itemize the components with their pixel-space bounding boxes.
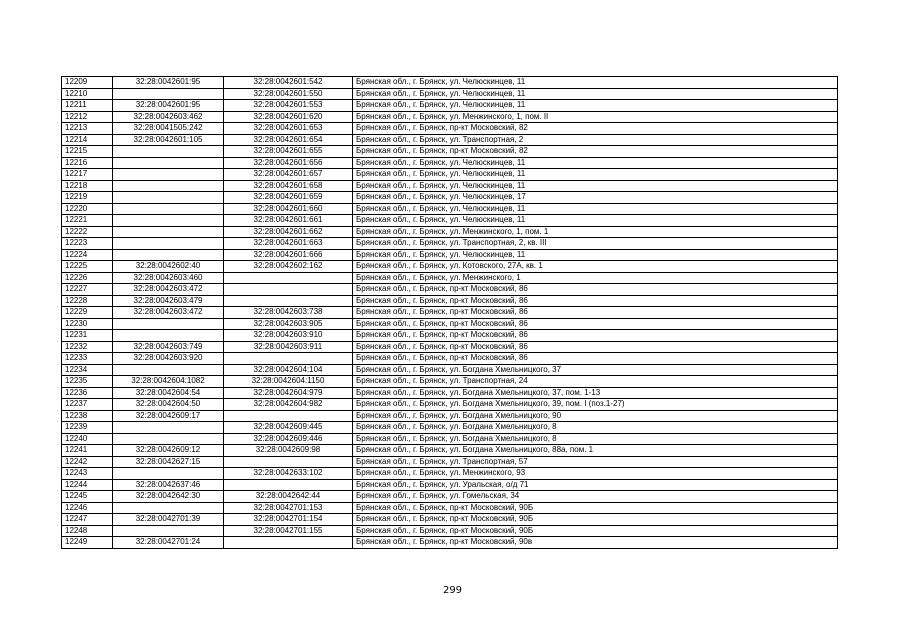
parcel-number-cell [113, 238, 224, 250]
row-number-cell: 12233 [62, 353, 113, 365]
object-number-cell [224, 410, 353, 422]
table-row [62, 192, 838, 204]
row-number-cell: 12235 [62, 376, 113, 388]
address-cell: Брянская обл., г. Брянск, ул. Челюскинцев, 11 [353, 203, 838, 215]
table-row [62, 123, 838, 135]
parcel-number-cell [113, 157, 224, 169]
page-number: 299 [442, 585, 463, 596]
table-row [62, 502, 838, 514]
parcel-number-cell: 32:28:0042601:95 [113, 77, 224, 89]
row-number-cell: 12243 [62, 468, 113, 480]
address-cell: Брянская обл., г. Брянск, пр-кт Московский, 90Б [353, 514, 838, 526]
address-cell: Брянская обл., г. Брянск, ул. Челюскинцев, 11 [353, 215, 838, 227]
address-cell: Брянская обл., г. Брянск, ул. Богдана Хмельницкого, 37 [353, 364, 838, 376]
table-row [62, 169, 838, 181]
object-number-cell [224, 295, 353, 307]
row-number-cell: 12247 [62, 514, 113, 526]
table-row [62, 433, 838, 445]
row-number-cell: 12232 [62, 341, 113, 353]
object-number-cell: 32:28:0042604:1150 [224, 376, 353, 388]
address-cell: Брянская обл., г. Брянск, ул. Менжинского, 1, пом. II [353, 111, 838, 123]
address-cell: Брянская обл., г. Брянск, ул. Богдана Хмельницкого, 37, пом. 1-13 [353, 387, 838, 399]
registry-table-body [62, 77, 838, 549]
table-row [62, 284, 838, 296]
parcel-number-cell [113, 468, 224, 480]
table-row [62, 272, 838, 284]
row-number-cell: 12248 [62, 525, 113, 537]
row-number-cell: 12244 [62, 479, 113, 491]
parcel-number-cell: 32:28:0042642:30 [113, 491, 224, 503]
row-number-cell: 12239 [62, 422, 113, 434]
table-row [62, 479, 838, 491]
address-cell: Брянская обл., г. Брянск, ул. Уральская, о/д 71 [353, 479, 838, 491]
object-number-cell: 32:28:0042601:620 [224, 111, 353, 123]
address-cell: Брянская обл., г. Брянск, ул. Менжинского, 93 [353, 468, 838, 480]
parcel-number-cell: 32:28:0042603:479 [113, 295, 224, 307]
object-number-cell: 32:28:0042604:979 [224, 387, 353, 399]
parcel-number-cell: 32:28:0042609:17 [113, 410, 224, 422]
address-cell: Брянская обл., г. Брянск, пр-кт Московский, 86 [353, 353, 838, 365]
address-cell: Брянская обл., г. Брянск, пр-кт Московский, 86 [353, 330, 838, 342]
object-number-cell: 32:28:0042604:104 [224, 364, 353, 376]
row-number-cell: 12234 [62, 364, 113, 376]
row-number-cell: 12237 [62, 399, 113, 411]
address-cell: Брянская обл., г. Брянск, ул. Челюскинцев, 11 [353, 100, 838, 112]
address-cell: Брянская обл., г. Брянск, ул. Челюскинцев, 11 [353, 180, 838, 192]
table-row [62, 525, 838, 537]
object-number-cell: 32:28:0042602:162 [224, 261, 353, 273]
row-number-cell: 12210 [62, 88, 113, 100]
table-row [62, 307, 838, 319]
parcel-number-cell [113, 226, 224, 238]
object-number-cell: 32:28:0042601:654 [224, 134, 353, 146]
object-number-cell: 32:28:0042601:662 [224, 226, 353, 238]
row-number-cell: 12216 [62, 157, 113, 169]
parcel-number-cell [113, 364, 224, 376]
row-number-cell: 12218 [62, 180, 113, 192]
address-cell: Брянская обл., г. Брянск, ул. Челюскинцев, 11 [353, 157, 838, 169]
row-number-cell: 12238 [62, 410, 113, 422]
table-row [62, 422, 838, 434]
row-number-cell: 12220 [62, 203, 113, 215]
parcel-number-cell: 32:28:0042603:920 [113, 353, 224, 365]
object-number-cell [224, 479, 353, 491]
parcel-number-cell [113, 433, 224, 445]
address-cell: Брянская обл., г. Брянск, ул. Богдана Хмельницкого, 90 [353, 410, 838, 422]
address-cell: Брянская обл., г. Брянск, пр-кт Московский, 86 [353, 318, 838, 330]
object-number-cell: 32:28:0042633:102 [224, 468, 353, 480]
row-number-cell: 12249 [62, 537, 113, 549]
parcel-number-cell: 32:28:0042603:462 [113, 111, 224, 123]
table-row [62, 410, 838, 422]
parcel-number-cell: 32:28:0042701:24 [113, 537, 224, 549]
address-cell: Брянская обл., г. Брянск, ул. Транспортная, 57 [353, 456, 838, 468]
address-cell: Брянская обл., г. Брянск, пр-кт Московский, 90Б [353, 502, 838, 514]
table-row [62, 491, 838, 503]
row-number-cell: 12215 [62, 146, 113, 158]
row-number-cell: 12227 [62, 284, 113, 296]
parcel-number-cell: 32:28:0042603:472 [113, 307, 224, 319]
address-cell: Брянская обл., г. Брянск, ул. Богдана Хмельницкого, 8 [353, 433, 838, 445]
address-cell: Брянская обл., г. Брянск, ул. Менжинского, 1 [353, 272, 838, 284]
object-number-cell: 32:28:0042601:542 [224, 77, 353, 89]
parcel-number-cell [113, 146, 224, 158]
parcel-number-cell: 32:28:0042603:472 [113, 284, 224, 296]
parcel-number-cell [113, 169, 224, 181]
object-number-cell: 32:28:0042603:905 [224, 318, 353, 330]
address-cell: Брянская обл., г. Брянск, ул. Богдана Хмельницкого, 88а, пом. 1 [353, 445, 838, 457]
object-number-cell: 32:28:0042601:658 [224, 180, 353, 192]
row-number-cell: 12222 [62, 226, 113, 238]
parcel-number-cell [113, 318, 224, 330]
object-number-cell: 32:28:0042609:446 [224, 433, 353, 445]
parcel-number-cell: 32:28:0042601:105 [113, 134, 224, 146]
parcel-number-cell [113, 422, 224, 434]
parcel-number-cell: 32:28:0042701:39 [113, 514, 224, 526]
address-cell: Брянская обл., г. Брянск, ул. Менжинского, 1, пом. 1 [353, 226, 838, 238]
object-number-cell [224, 456, 353, 468]
address-cell: Брянская обл., г. Брянск, ул. Богдана Хмельницкого, 39, пом. I (поз.1-27) [353, 399, 838, 411]
table-row [62, 100, 838, 112]
table-row [62, 261, 838, 273]
object-number-cell: 32:28:0042601:661 [224, 215, 353, 227]
parcel-number-cell: 32:28:0042603:460 [113, 272, 224, 284]
table-row [62, 399, 838, 411]
object-number-cell: 32:28:0042601:550 [224, 88, 353, 100]
parcel-number-cell [113, 180, 224, 192]
row-number-cell: 12229 [62, 307, 113, 319]
parcel-number-cell [113, 525, 224, 537]
table-row [62, 318, 838, 330]
table-row [62, 238, 838, 250]
row-number-cell: 12242 [62, 456, 113, 468]
table-row [62, 376, 838, 388]
parcel-number-cell: 32:28:0042604:50 [113, 399, 224, 411]
object-number-cell: 32:28:0042601:656 [224, 157, 353, 169]
table-row [62, 77, 838, 89]
table-row [62, 537, 838, 549]
registry-table [61, 76, 838, 549]
parcel-number-cell: 32:28:0041505:242 [113, 123, 224, 135]
object-number-cell: 32:28:0042609:445 [224, 422, 353, 434]
object-number-cell: 32:28:0042701:155 [224, 525, 353, 537]
address-cell: Брянская обл., г. Брянск, пр-кт Московский, 90в [353, 537, 838, 549]
row-number-cell: 12213 [62, 123, 113, 135]
address-cell: Брянская обл., г. Брянск, пр-кт Московский, 86 [353, 284, 838, 296]
object-number-cell: 32:28:0042601:659 [224, 192, 353, 204]
object-number-cell: 32:28:0042601:553 [224, 100, 353, 112]
object-number-cell [224, 272, 353, 284]
row-number-cell: 12219 [62, 192, 113, 204]
parcel-number-cell: 32:28:0042604:1082 [113, 376, 224, 388]
address-cell: Брянская обл., г. Брянск, ул. Богдана Хмельницкого, 8 [353, 422, 838, 434]
row-number-cell: 12230 [62, 318, 113, 330]
address-cell: Брянская обл., г. Брянск, ул. Транспортная, 24 [353, 376, 838, 388]
object-number-cell: 32:28:0042603:910 [224, 330, 353, 342]
object-number-cell [224, 537, 353, 549]
parcel-number-cell: 32:28:0042603:749 [113, 341, 224, 353]
table-row [62, 514, 838, 526]
row-number-cell: 12209 [62, 77, 113, 89]
table-row [62, 468, 838, 480]
row-number-cell: 12231 [62, 330, 113, 342]
table-row [62, 215, 838, 227]
row-number-cell: 12214 [62, 134, 113, 146]
address-cell: Брянская обл., г. Брянск, ул. Челюскинцев, 17 [353, 192, 838, 204]
table-row [62, 180, 838, 192]
table-row [62, 226, 838, 238]
object-number-cell: 32:28:0042701:153 [224, 502, 353, 514]
table-row [62, 341, 838, 353]
parcel-number-cell: 32:28:0042609:12 [113, 445, 224, 457]
parcel-number-cell: 32:28:0042604:54 [113, 387, 224, 399]
object-number-cell: 32:28:0042601:655 [224, 146, 353, 158]
row-number-cell: 12223 [62, 238, 113, 250]
parcel-number-cell [113, 502, 224, 514]
address-cell: Брянская обл., г. Брянск, пр-кт Московский, 90Б [353, 525, 838, 537]
table-row [62, 387, 838, 399]
object-number-cell: 32:28:0042601:660 [224, 203, 353, 215]
address-cell: Брянская обл., г. Брянск, ул. Транспортная, 2 [353, 134, 838, 146]
object-number-cell [224, 353, 353, 365]
parcel-number-cell [113, 88, 224, 100]
address-cell: Брянская обл., г. Брянск, ул. Транспортная, 2, кв. III [353, 238, 838, 250]
table-row [62, 364, 838, 376]
row-number-cell: 12228 [62, 295, 113, 307]
address-cell: Брянская обл., г. Брянск, пр-кт Московский, 86 [353, 341, 838, 353]
parcel-number-cell [113, 215, 224, 227]
address-cell: Брянская обл., г. Брянск, пр-кт Московский, 86 [353, 307, 838, 319]
address-cell: Брянская обл., г. Брянск, пр-кт Московский, 82 [353, 146, 838, 158]
table-row [62, 134, 838, 146]
address-cell: Брянская обл., г. Брянск, ул. Челюскинцев, 11 [353, 249, 838, 261]
table-row [62, 146, 838, 158]
address-cell: Брянская обл., г. Брянск, ул. Челюскинцев, 11 [353, 169, 838, 181]
address-cell: Брянская обл., г. Брянск, пр-кт Московский, 82 [353, 123, 838, 135]
object-number-cell: 32:28:0042609:98 [224, 445, 353, 457]
address-cell: Брянская обл., г. Брянск, ул. Котовского, 27А, кв. 1 [353, 261, 838, 273]
table-row [62, 456, 838, 468]
parcel-number-cell: 32:28:0042627:15 [113, 456, 224, 468]
parcel-number-cell [113, 249, 224, 261]
address-cell: Брянская обл., г. Брянск, ул. Гомельская, 34 [353, 491, 838, 503]
table-row [62, 445, 838, 457]
table-row [62, 353, 838, 365]
table-row [62, 88, 838, 100]
object-number-cell: 32:28:0042601:666 [224, 249, 353, 261]
row-number-cell: 12211 [62, 100, 113, 112]
row-number-cell: 12224 [62, 249, 113, 261]
table-row [62, 295, 838, 307]
object-number-cell: 32:28:0042601:657 [224, 169, 353, 181]
parcel-number-cell [113, 192, 224, 204]
address-cell: Брянская обл., г. Брянск, ул. Челюскинцев, 11 [353, 77, 838, 89]
parcel-number-cell [113, 203, 224, 215]
object-number-cell: 32:28:0042701:154 [224, 514, 353, 526]
parcel-number-cell [113, 330, 224, 342]
row-number-cell: 12217 [62, 169, 113, 181]
row-number-cell: 12245 [62, 491, 113, 503]
object-number-cell: 32:28:0042604:982 [224, 399, 353, 411]
parcel-number-cell: 32:28:0042637:46 [113, 479, 224, 491]
object-number-cell: 32:28:0042601:663 [224, 238, 353, 250]
object-number-cell: 32:28:0042603:911 [224, 341, 353, 353]
address-cell: Брянская обл., г. Брянск, ул. Челюскинцев, 11 [353, 88, 838, 100]
table-row [62, 330, 838, 342]
table-row [62, 157, 838, 169]
row-number-cell: 12246 [62, 502, 113, 514]
row-number-cell: 12236 [62, 387, 113, 399]
row-number-cell: 12212 [62, 111, 113, 123]
address-cell: Брянская обл., г. Брянск, пр-кт Московский, 86 [353, 295, 838, 307]
object-number-cell: 32:28:0042601:653 [224, 123, 353, 135]
table-row [62, 203, 838, 215]
table-row [62, 249, 838, 261]
object-number-cell: 32:28:0042603:738 [224, 307, 353, 319]
parcel-number-cell: 32:28:0042602:40 [113, 261, 224, 273]
table-row [62, 111, 838, 123]
parcel-number-cell: 32:28:0042601:95 [113, 100, 224, 112]
row-number-cell: 12241 [62, 445, 113, 457]
object-number-cell: 32:28:0042642:44 [224, 491, 353, 503]
row-number-cell: 12240 [62, 433, 113, 445]
row-number-cell: 12225 [62, 261, 113, 273]
row-number-cell: 12221 [62, 215, 113, 227]
row-number-cell: 12226 [62, 272, 113, 284]
object-number-cell [224, 284, 353, 296]
